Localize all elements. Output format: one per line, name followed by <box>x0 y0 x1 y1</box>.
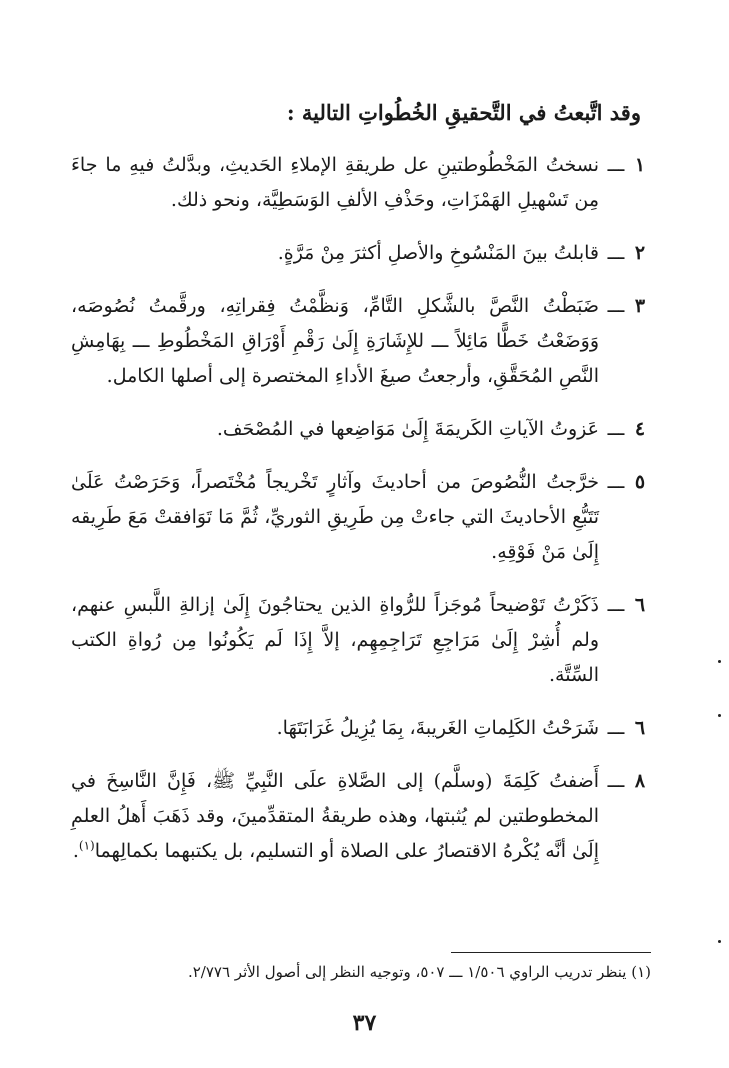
item-text: ذَكَرْتُ تَوْضيحاً مُوجَزاً للرُّواةِ الذين يحتاجُونَ إِلَىٰ إزالةِ اللَّبسِ عنهم، ولم أُشِرْ إِلَىٰ مَرَاجِعِ تَرَاجِمِهِم، إلاَّ إِذَا لَم يَكُونُوا مِن رُواةِ الكتب السِّتَّة. <box>71 594 599 686</box>
item-dash: ـــ <box>607 471 625 493</box>
footnote-divider <box>451 952 651 953</box>
item-number: ٥ <box>634 471 646 493</box>
steps-list <box>71 148 651 887</box>
list-item <box>71 236 651 271</box>
scan-speck <box>718 714 721 717</box>
item-text: خرَّجتُ النُّصُوصَ من أحاديثَ وآثارٍ تَخْريجاً مُخْتَصراً، وَحَرَصْتُ عَلَىٰ تَتَبُّعِ الأحاديثَ التي جاءتْ مِن طَرِيقِ الثوريِّ، ثُمَّ مَا تَوَافقتْ مَعَ طَرِيقه إِلَىٰ مَنْ فَوْقِهِ. <box>71 471 599 563</box>
list-item <box>71 289 651 394</box>
list-item <box>71 465 651 570</box>
item-text-tail: . <box>72 840 79 862</box>
list-item <box>71 148 651 218</box>
item-dash: ـــ <box>607 295 625 317</box>
item-text: ضَبَطْتُ النَّصَّ بالشَّكلِ التَّامِّ، وَنظَّمْتُ فِقراتِهِ، ورقَّمتُ نُصُوصَه، وَوَضَعْتُ خَطًّا مَائِلاً ـــ للإِشَارَةِ إِلَىٰ رَقْمِ أَوْرَاقِ المَخْطُوطِ ـــ بِهَامِشِ النَّصِ المُحَقَّقِ، وأرجعتُ صيغَ الأداءِ المختصرة إلى أصلها الكامل. <box>71 295 599 387</box>
list-item <box>71 711 651 746</box>
item-dash: ـــ <box>607 242 625 264</box>
item-text: نسختُ المَخْطُوطتينِ عل طريقةِ الإملاءِ الحَديثِ، وبدَّلتُ فيهِ ما جاءَ مِن تَسْهيلِ الهَمْزَاتِ، وحَذْفِ الألفِ الوَسَطِيَّة، ونحو ذلك. <box>71 154 599 211</box>
list-item <box>71 412 651 447</box>
footnote: (١) ينظر تدريب الراوي ١/٥٠٦ ـــ ٥٠٧، وتوجيه النظر إلى أصول الأثر ٢/٧٧٦. <box>187 963 651 981</box>
item-text: قابلتُ بينَ المَنْسُوخِ والأصلِ أكثرَ مِنْ مَرَّةٍ. <box>277 242 599 264</box>
item-dash: ـــ <box>607 717 625 739</box>
list-item <box>71 764 651 869</box>
item-number: ٤ <box>634 418 646 440</box>
footnote-reference[interactable]: (١) <box>78 838 95 853</box>
item-text: عَزوتُ الآياتِ الكَريمَةَ إِلَىٰ مَوَاضِعها في المُصْحَف. <box>216 418 599 440</box>
item-number: ٦ <box>634 717 646 739</box>
item-number: ٨ <box>634 770 646 792</box>
section-heading: وقد اتَّبعتُ في التَّحقيقِ الخُطُواتِ التالية : <box>286 100 641 125</box>
scan-speck <box>718 660 721 663</box>
item-text: شَرَحْتُ الكَلِماتِ الغَريبةَ، بِمَا يُزِيلُ غَرَابَتَهَا. <box>276 717 599 739</box>
page-number: ٣٧ <box>352 1010 377 1036</box>
item-dash: ـــ <box>607 418 625 440</box>
scan-speck <box>718 940 721 943</box>
item-number: ٢ <box>634 242 646 264</box>
item-dash: ـــ <box>607 154 625 176</box>
item-number: ٣ <box>634 295 646 317</box>
item-number: ٦ <box>634 594 646 616</box>
item-text: أَضفتُ كَلِمَةَ (وسلَّم) إلى الصَّلاةِ علَى النَّبِيِّ ﷺ، فَإِنَّ النَّاسِخَ في المخطوطتين لم يُثبتها، وهذه طريقةُ المتقدِّمينَ، وقد ذَهَبَ أَهلُ العلمِ إِلَىٰ أنَّه يُكْرهُ الاقتصارُ على الصلاة أو التسليم، بل يكتبهما بكمالِهما <box>71 770 599 862</box>
item-dash: ـــ <box>607 770 625 792</box>
list-item <box>71 588 651 693</box>
item-number: ١ <box>634 154 646 176</box>
item-dash: ـــ <box>607 594 625 616</box>
